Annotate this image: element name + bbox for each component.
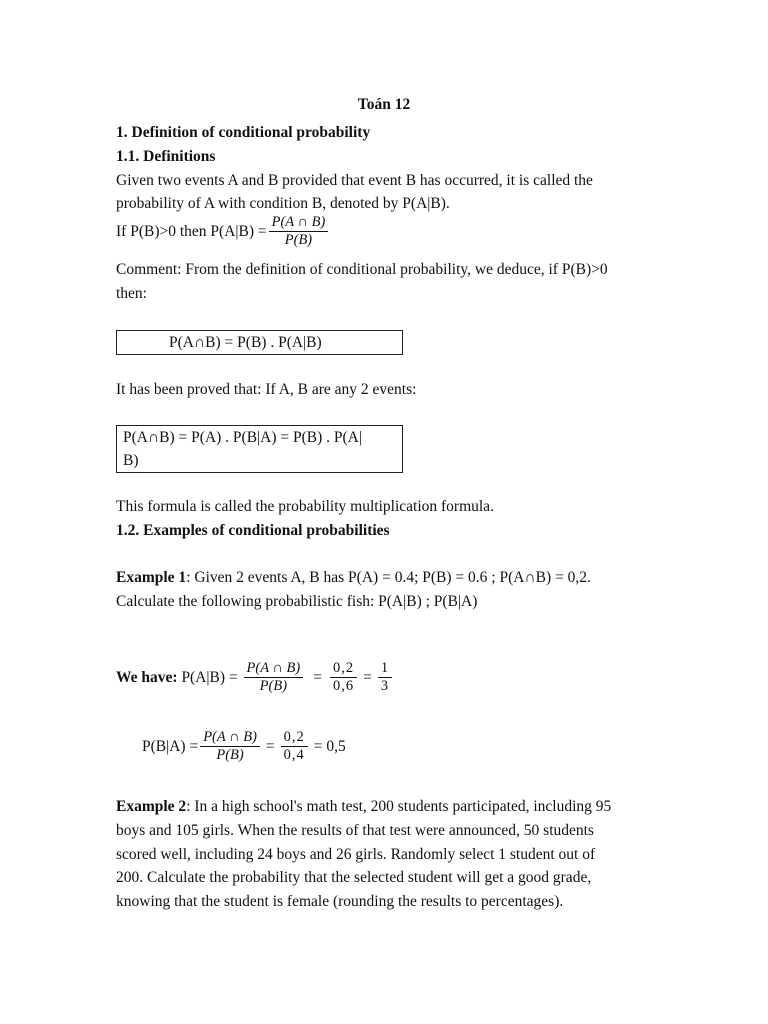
pab-calculation (116, 660, 394, 695)
example-2-line-4: 200. Calculate the probability that the selected student will get a good grade, (116, 869, 592, 886)
pab-fraction-2 (330, 660, 357, 695)
formula-box-2-line-2: B) (123, 452, 139, 469)
formula-fraction (269, 214, 329, 249)
pba-fraction-1-denominator: P(B) (216, 747, 244, 763)
proved-text: It has been proved that: If A, B are any 2 events: (116, 381, 417, 398)
equals-sign: = (313, 668, 322, 686)
pba-fraction-2 (281, 729, 308, 764)
formula-box-1-text: P(A∩B) = P(B) . P(A|B) (169, 334, 322, 351)
definition-line-2: probability of A with condition B, denoted by P(A|B). (116, 195, 450, 212)
example-2-text: : In a high school's math test, 200 students participated, including 95 (186, 798, 612, 815)
example-2-line-1 (116, 795, 611, 819)
pab-fraction-3-numerator: 1 (378, 660, 392, 678)
subsection-heading-1-2: 1.2. Examples of conditional probabilities (116, 522, 390, 539)
fraction-denominator: P(B) (284, 232, 313, 248)
pba-result: = 0,5 (313, 737, 346, 755)
section-heading-1: 1. Definition of conditional probability (116, 124, 371, 141)
pab-prefix: P(A|B) = (177, 668, 242, 686)
example-1-line-2: Calculate the following probabilistic fish: P(A|B) ; P(B|A) (116, 593, 478, 610)
example-2-label: Example 2 (116, 798, 187, 815)
example-1-text: : Given 2 events A, B has P(A) = 0.4; P(B) = 0.6 ; P(A∩B) = 0,2. (186, 569, 591, 586)
pba-calculation (142, 729, 346, 764)
pab-fraction-1 (244, 660, 304, 695)
example-1-label: Example 1 (116, 569, 187, 586)
example-1-line-1 (116, 566, 591, 590)
equals-sign: = (363, 668, 372, 686)
multiplication-formula-note: This formula is called the probability multiplication formula. (116, 498, 494, 515)
pba-fraction-1 (200, 729, 260, 764)
pab-fraction-1-denominator: P(B) (259, 678, 288, 694)
pba-fraction-2-denominator: 0,4 (283, 747, 305, 763)
example-2-line-5: knowing that the student is female (rounding the results to percentages). (116, 893, 564, 910)
pba-prefix: P(B|A) = (142, 737, 199, 755)
pab-fraction-2-numerator: 0,2 (330, 660, 357, 678)
pab-fraction-3-denominator: 3 (380, 678, 390, 694)
example-2-line-2: boys and 105 girls. When the results of that test were announced, 50 students (116, 822, 594, 839)
pab-fraction-2-denominator: 0,6 (332, 678, 355, 694)
we-have-label: We have: (116, 668, 178, 686)
formula-box-2-line-1: P(A∩B) = P(A) . P(B|A) = P(B) . P(A| (123, 429, 362, 446)
comment-line-1: Comment: From the definition of conditional probability, we deduce, if P(B)>0 (116, 261, 608, 278)
fraction-numerator: P(A ∩ B) (269, 214, 329, 232)
pba-fraction-2-numerator: 0,2 (281, 729, 308, 747)
comment-line-2: then: (116, 285, 147, 302)
formula-box-2 (116, 425, 403, 473)
example-2-line-3: scored well, including 24 boys and 26 girls. Randomly select 1 student out of (116, 846, 596, 863)
subsection-heading-1-1: 1.1. Definitions (116, 148, 216, 165)
formula-box-1 (116, 330, 403, 355)
page-title: Toán 12 (357, 96, 411, 113)
formula-prefix: If P(B)>0 then P(A|B) = (116, 222, 267, 240)
conditional-probability-formula (116, 214, 330, 249)
definition-line-1: Given two events A and B provided that event B has occurred, it is called the (116, 172, 593, 189)
pab-fraction-3 (378, 660, 392, 695)
pba-fraction-1-numerator: P(A ∩ B) (200, 729, 260, 747)
pab-fraction-1-numerator: P(A ∩ B) (244, 660, 304, 678)
equals-sign: = (265, 737, 275, 755)
